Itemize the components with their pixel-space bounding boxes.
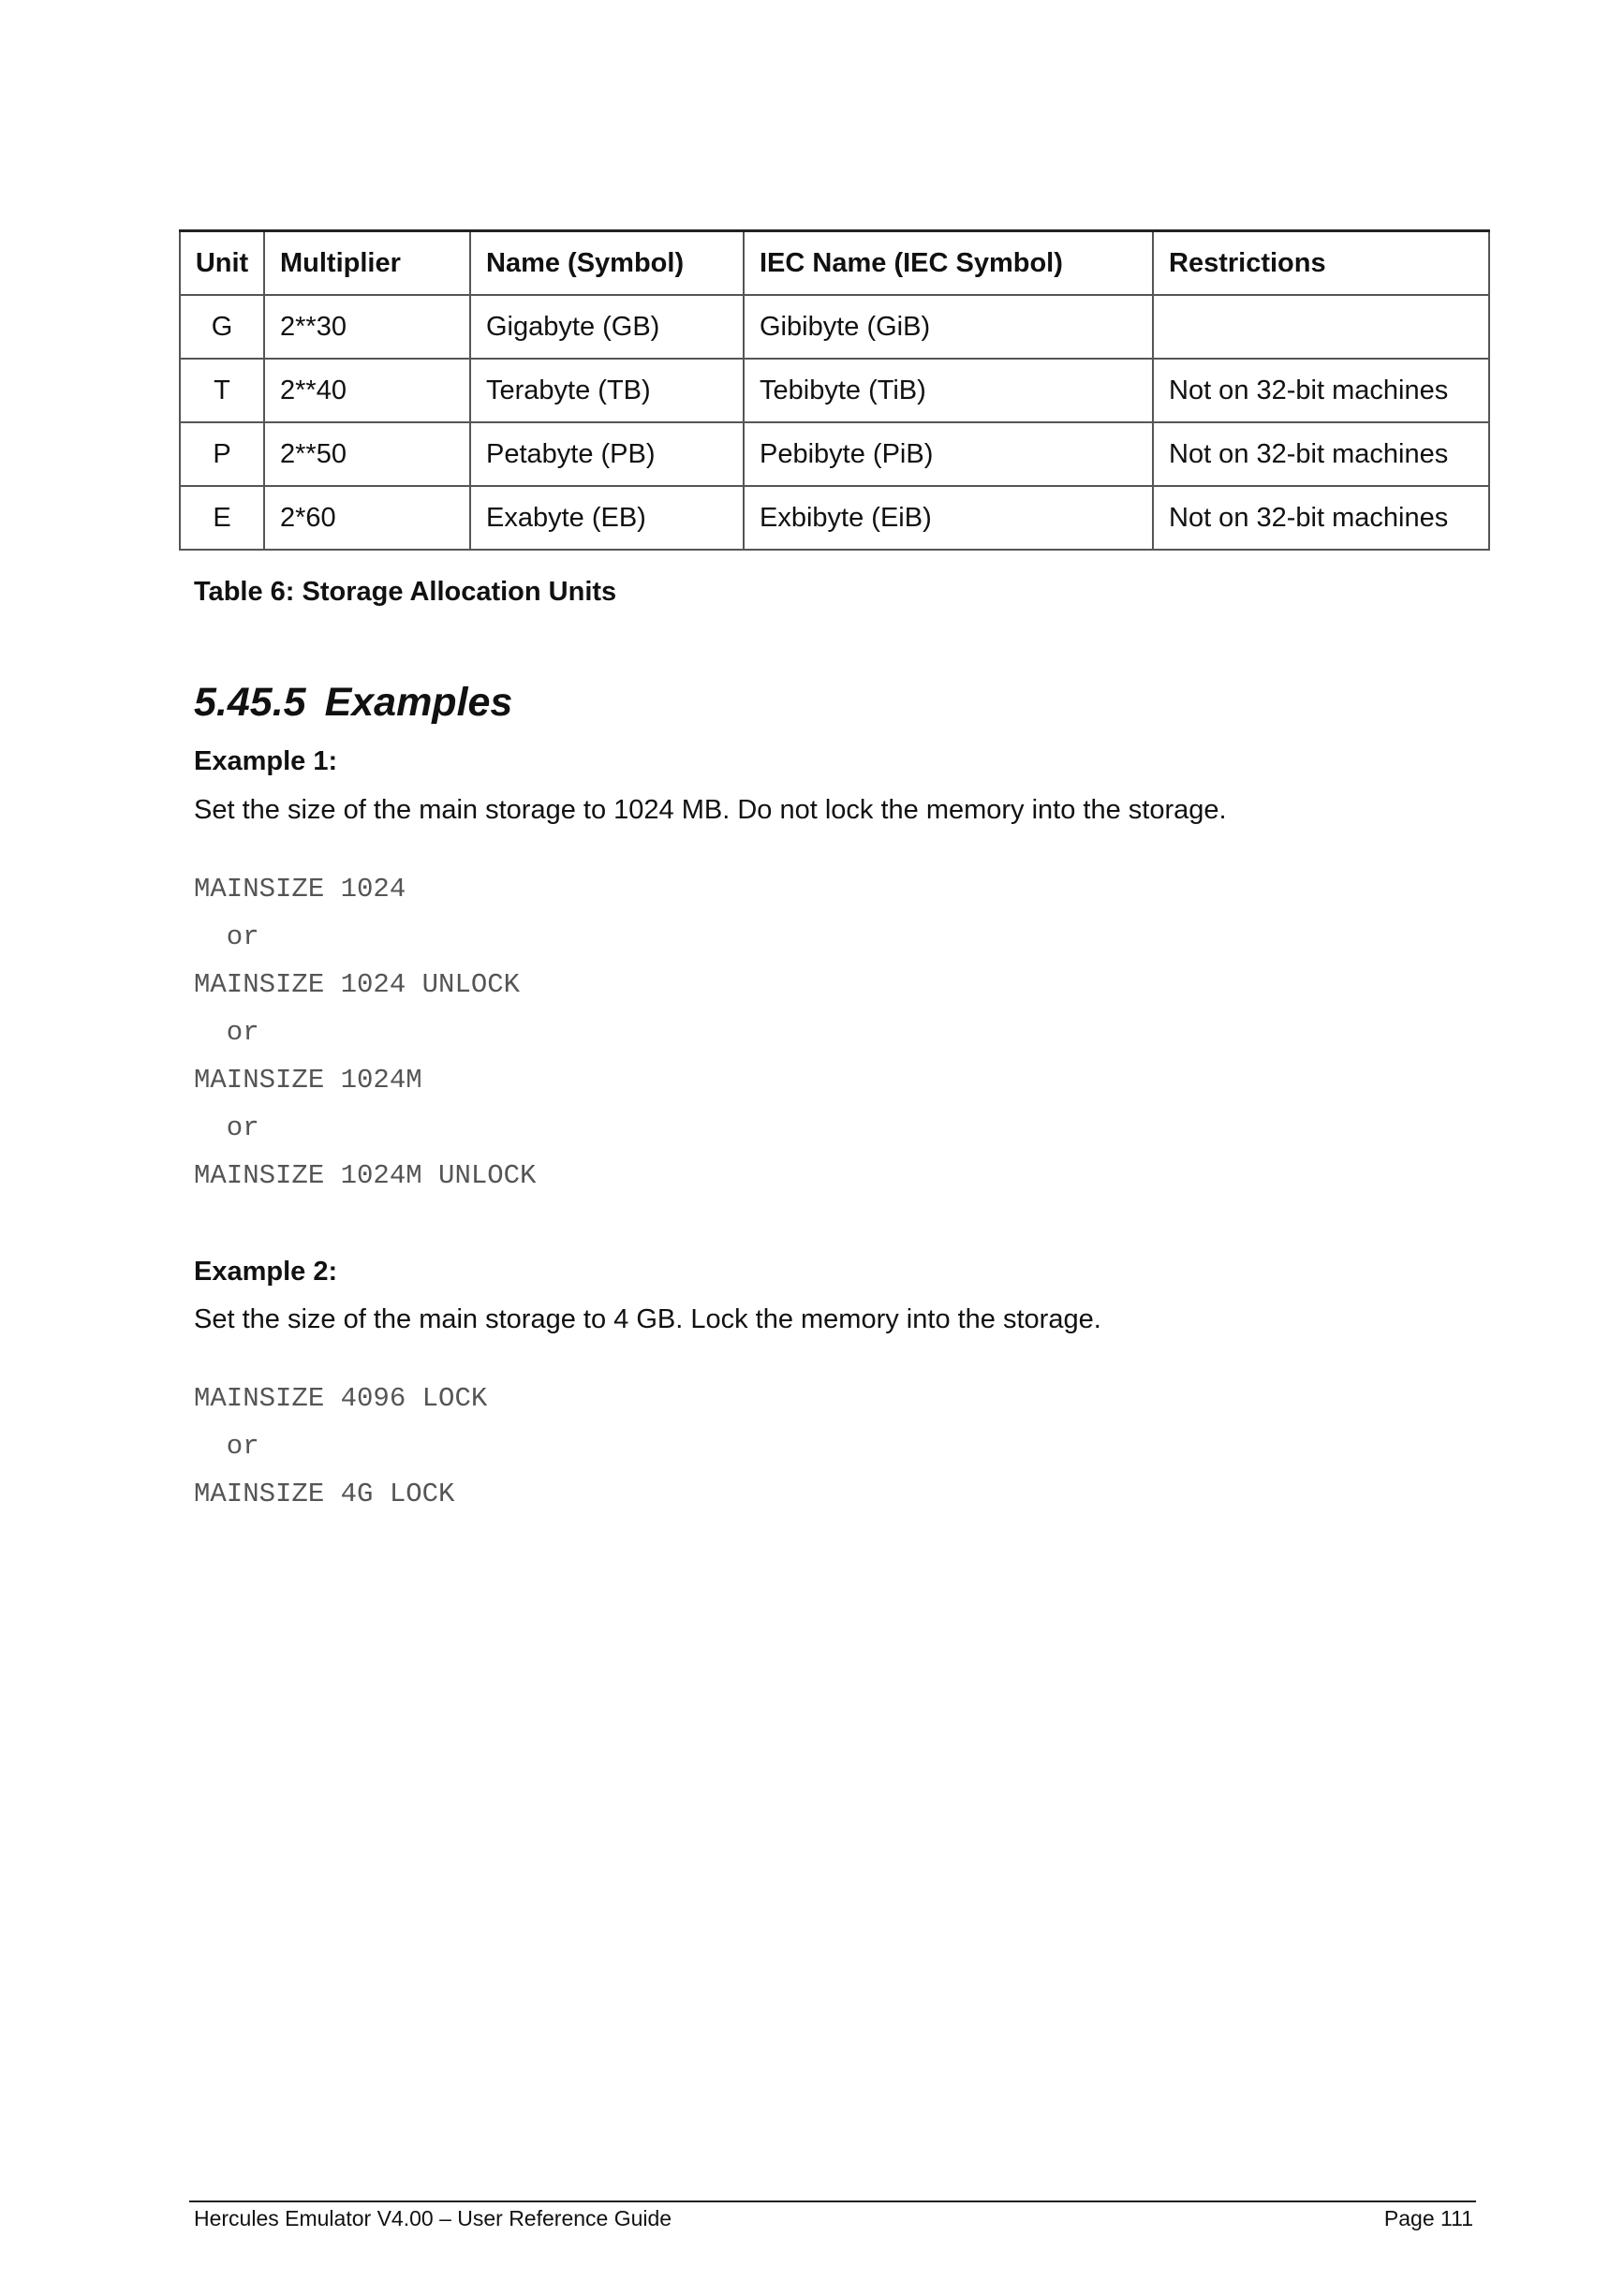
cell-iec-name: Gibibyte (GiB) <box>744 295 1153 359</box>
cell-unit: P <box>180 422 264 486</box>
example-1-description: Set the size of the main storage to 1024 MB. Do not lock the memory into the storage. <box>194 795 1227 825</box>
code-line: or <box>194 921 259 952</box>
code-line: MAINSIZE 1024 UNLOCK <box>194 969 521 1000</box>
cell-name-symbol: Exabyte (EB) <box>470 486 744 550</box>
table-row <box>180 422 1489 486</box>
cell-multiplier: 2**40 <box>264 359 470 422</box>
code-line: MAINSIZE 1024M UNLOCK <box>194 1160 537 1191</box>
example-2-description: Set the size of the main storage to 4 GB. Lock the memory into the storage. <box>194 1304 1101 1334</box>
cell-multiplier: 2**50 <box>264 422 470 486</box>
header-unit: Unit <box>180 231 264 296</box>
header-name-symbol: Name (Symbol) <box>470 231 744 296</box>
cell-restrictions: Not on 32-bit machines <box>1153 422 1489 486</box>
code-line: MAINSIZE 1024M <box>194 1065 422 1096</box>
header-iec-name: IEC Name (IEC Symbol) <box>744 231 1153 296</box>
example-1-title: Example 1: <box>194 746 338 776</box>
code-line: MAINSIZE 1024 <box>194 874 406 905</box>
cell-name-symbol: Petabyte (PB) <box>470 422 744 486</box>
cell-unit: G <box>180 295 264 359</box>
cell-restrictions <box>1153 295 1489 359</box>
storage-units-table <box>179 229 1490 551</box>
code-line: or <box>194 1017 259 1048</box>
cell-restrictions: Not on 32-bit machines <box>1153 486 1489 550</box>
footer-divider <box>189 2200 1476 2202</box>
footer-document-title: Hercules Emulator V4.00 – User Reference Guide <box>194 2206 672 2230</box>
table-caption: Table 6: Storage Allocation Units <box>194 577 617 607</box>
cell-unit: E <box>180 486 264 550</box>
header-restrictions: Restrictions <box>1153 231 1489 296</box>
footer-page-number: Page 111 <box>1383 2206 1473 2230</box>
table-row <box>180 295 1489 359</box>
section-heading <box>194 680 512 726</box>
example-2-title: Example 2: <box>194 1257 338 1287</box>
table-row <box>180 486 1489 550</box>
table-header-row <box>180 231 1489 296</box>
code-line: MAINSIZE 4G LOCK <box>194 1479 455 1509</box>
cell-unit: T <box>180 359 264 422</box>
table-row <box>180 359 1489 422</box>
cell-iec-name: Pebibyte (PiB) <box>744 422 1153 486</box>
cell-name-symbol: Gigabyte (GB) <box>470 295 744 359</box>
code-line: MAINSIZE 4096 LOCK <box>194 1383 488 1414</box>
code-line: or <box>194 1112 259 1143</box>
section-title: Examples <box>324 680 513 725</box>
cell-iec-name: Tebibyte (TiB) <box>744 359 1153 422</box>
header-multiplier: Multiplier <box>264 231 470 296</box>
cell-restrictions: Not on 32-bit machines <box>1153 359 1489 422</box>
cell-multiplier: 2*60 <box>264 486 470 550</box>
cell-iec-name: Exbibyte (EiB) <box>744 486 1153 550</box>
code-line: or <box>194 1431 259 1462</box>
cell-name-symbol: Terabyte (TB) <box>470 359 744 422</box>
section-number: 5.45.5 <box>194 680 306 725</box>
cell-multiplier: 2**30 <box>264 295 470 359</box>
